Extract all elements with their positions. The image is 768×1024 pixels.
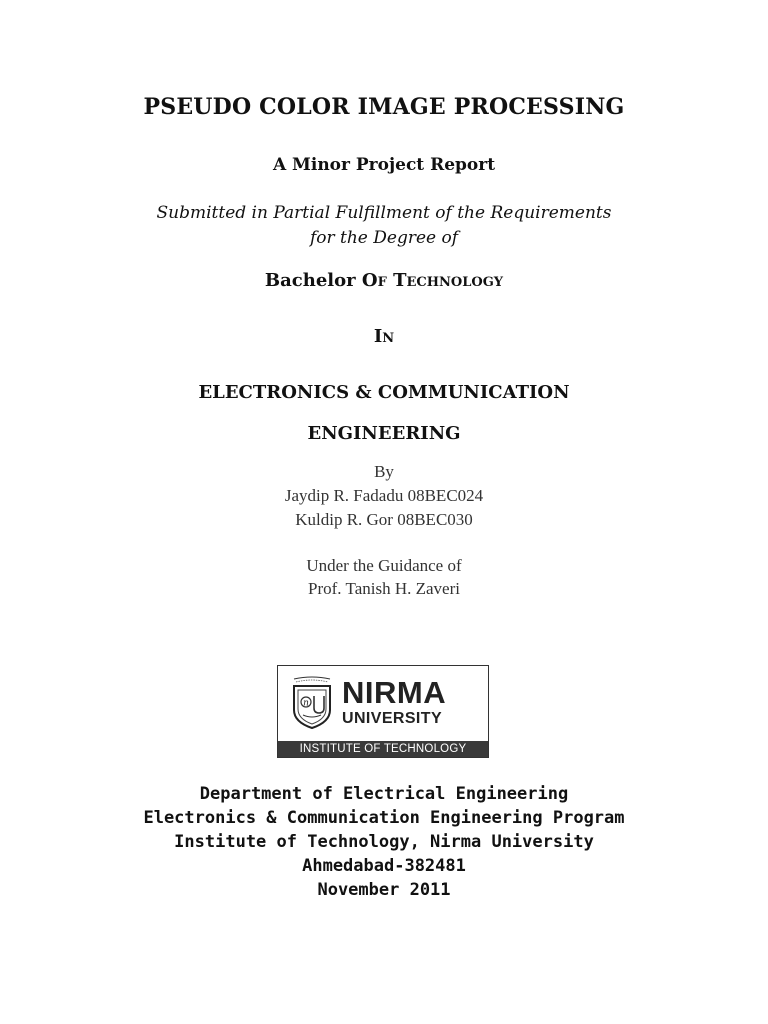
degree-word-of-rest: F <box>377 275 387 290</box>
svg-text:n: n <box>303 698 309 709</box>
department-line-1: Department of Electrical Engineering <box>199 784 569 804</box>
guide-name: Prof. Tanish H. Zaveri <box>308 579 460 598</box>
degree-word-technology-cap: T <box>393 270 407 291</box>
guidance-label: Under the Guidance of <box>306 556 462 575</box>
department-line-5: November 2011 <box>317 880 451 900</box>
in-word-rest: N <box>382 331 395 346</box>
degree-name <box>0 270 768 291</box>
report-type: A Minor Project Report <box>272 155 496 175</box>
in-word-cap: I <box>373 326 383 347</box>
in-word <box>0 326 768 347</box>
logo-subtitle: UNIVERSITY <box>342 710 443 727</box>
author-2: Kuldip R. Gor 08BEC030 <box>295 510 473 529</box>
report-title: PSEUDO COLOR IMAGE PROCESSING <box>143 94 625 120</box>
author-1: Jaydip R. Fadadu 08BEC024 <box>284 486 484 505</box>
requirements-line-1: Submitted in Partial Fulfillment of the Requirements <box>156 203 612 223</box>
degree-word-technology-rest: ECHNOLOGY <box>406 275 504 290</box>
by-label: By <box>374 462 394 481</box>
branch-line-2: ENGINEERING <box>307 423 461 444</box>
branch-line-1: ELECTRONICS & COMMUNICATION <box>198 382 570 403</box>
department-line-3: Institute of Technology, Nirma University <box>174 832 594 852</box>
logo-name: NIRMA <box>342 675 447 710</box>
department-line-4: Ahmedabad-382481 <box>302 856 466 876</box>
degree-word-bachelor: Bachelor <box>264 270 356 291</box>
nirma-university-logo <box>277 665 489 758</box>
degree-word-of-cap: O <box>361 270 378 291</box>
logo-band: INSTITUTE OF TECHNOLOGY <box>278 741 488 757</box>
university-emblem-icon <box>290 676 334 731</box>
requirements-line-2: for the Degree of <box>309 228 459 248</box>
department-line-2: Electronics & Communication Engineering Program <box>143 808 625 828</box>
